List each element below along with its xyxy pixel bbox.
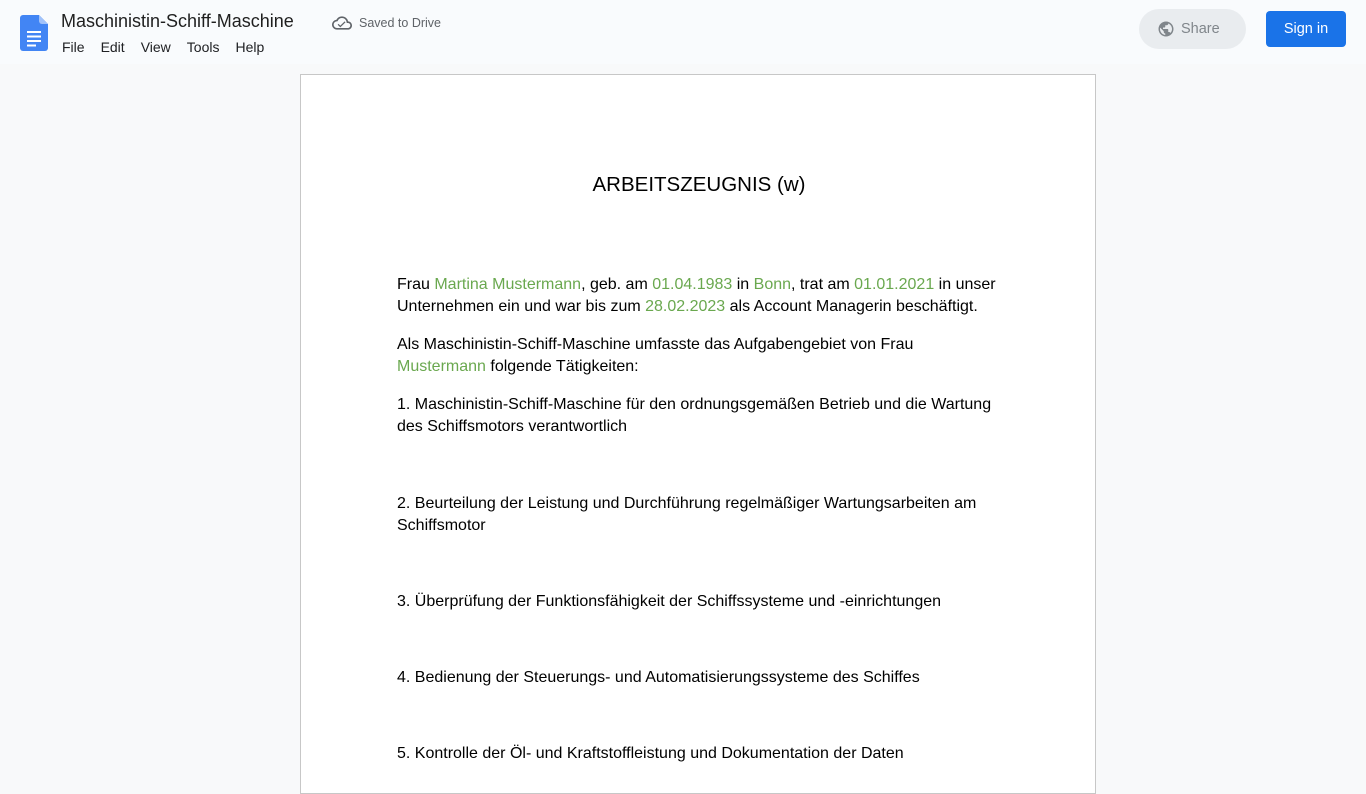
menu-help[interactable]: Help: [235, 39, 265, 55]
text-run: Frau: [397, 276, 435, 293]
share-button[interactable]: [1139, 9, 1246, 49]
menu-edit[interactable]: Edit: [100, 39, 125, 55]
text-run: , trat am: [791, 276, 855, 293]
paragraph-scope: [397, 334, 1001, 378]
sign-in-button[interactable]: Sign in: [1266, 11, 1346, 47]
top-bar: [0, 0, 1366, 64]
task-item-5: 5. Kontrolle der Öl- und Kraftstoffleistung und Dokumentation der Daten: [397, 745, 904, 762]
menu-view[interactable]: View: [140, 39, 171, 55]
task-item-3: 3. Überprüfung der Funktionsfähigkeit der Schiffssysteme und -einrichtungen: [397, 593, 942, 610]
placeholder-city: Bonn: [753, 276, 792, 293]
text-run: , geb. am: [581, 276, 653, 293]
save-status[interactable]: [332, 13, 441, 33]
placeholder-birthdate: 01.04.1983: [652, 276, 733, 293]
document-heading: ARBEITSZEUGNIS (w): [592, 173, 806, 196]
paragraph-intro: [397, 274, 1001, 318]
save-status-label: Saved to Drive: [359, 16, 441, 30]
text-run: in unser Unternehmen ein und war bis zum: [397, 276, 996, 315]
text-run: folgende Tätigkeiten:: [485, 358, 639, 375]
task-item-4: 4. Bedienung der Steuerungs- und Automatisierungssysteme des Schiffes: [397, 669, 920, 686]
placeholder-surname: Mustermann: [397, 358, 486, 375]
text-run: in: [732, 276, 754, 293]
document-title[interactable]: Maschinistin-Schiff-Maschine: [61, 11, 294, 31]
placeholder-end-date: 28.02.2023: [645, 298, 726, 315]
cloud-done-icon: [332, 13, 352, 33]
share-button-label: Share: [1181, 21, 1220, 37]
text-run: Als Maschinistin-Schiff-Maschine umfasste das Aufgabengebiet von Frau: [397, 336, 914, 353]
placeholder-name: Martina Mustermann: [434, 276, 582, 293]
globe-icon: [1157, 20, 1175, 38]
task-item-1: 1. Maschinistin-Schiff-Maschine für den ordnungsgemäßen Betrieb und die Wartung des Schiffsmotors verantwortlich: [397, 396, 992, 435]
menu-bar: [54, 36, 272, 58]
google-docs-icon[interactable]: [20, 15, 48, 51]
task-item-2: 2. Beurteilung der Leistung und Durchführung regelmäßiger Wartungsarbeiten am Schiffsmotor: [397, 495, 977, 534]
menu-tools[interactable]: Tools: [186, 39, 220, 55]
placeholder-start-date: 01.01.2021: [854, 276, 935, 293]
text-run: als Account Managerin beschäftigt.: [725, 298, 978, 315]
menu-file[interactable]: File: [62, 39, 85, 55]
document-page[interactable]: [300, 74, 1096, 794]
